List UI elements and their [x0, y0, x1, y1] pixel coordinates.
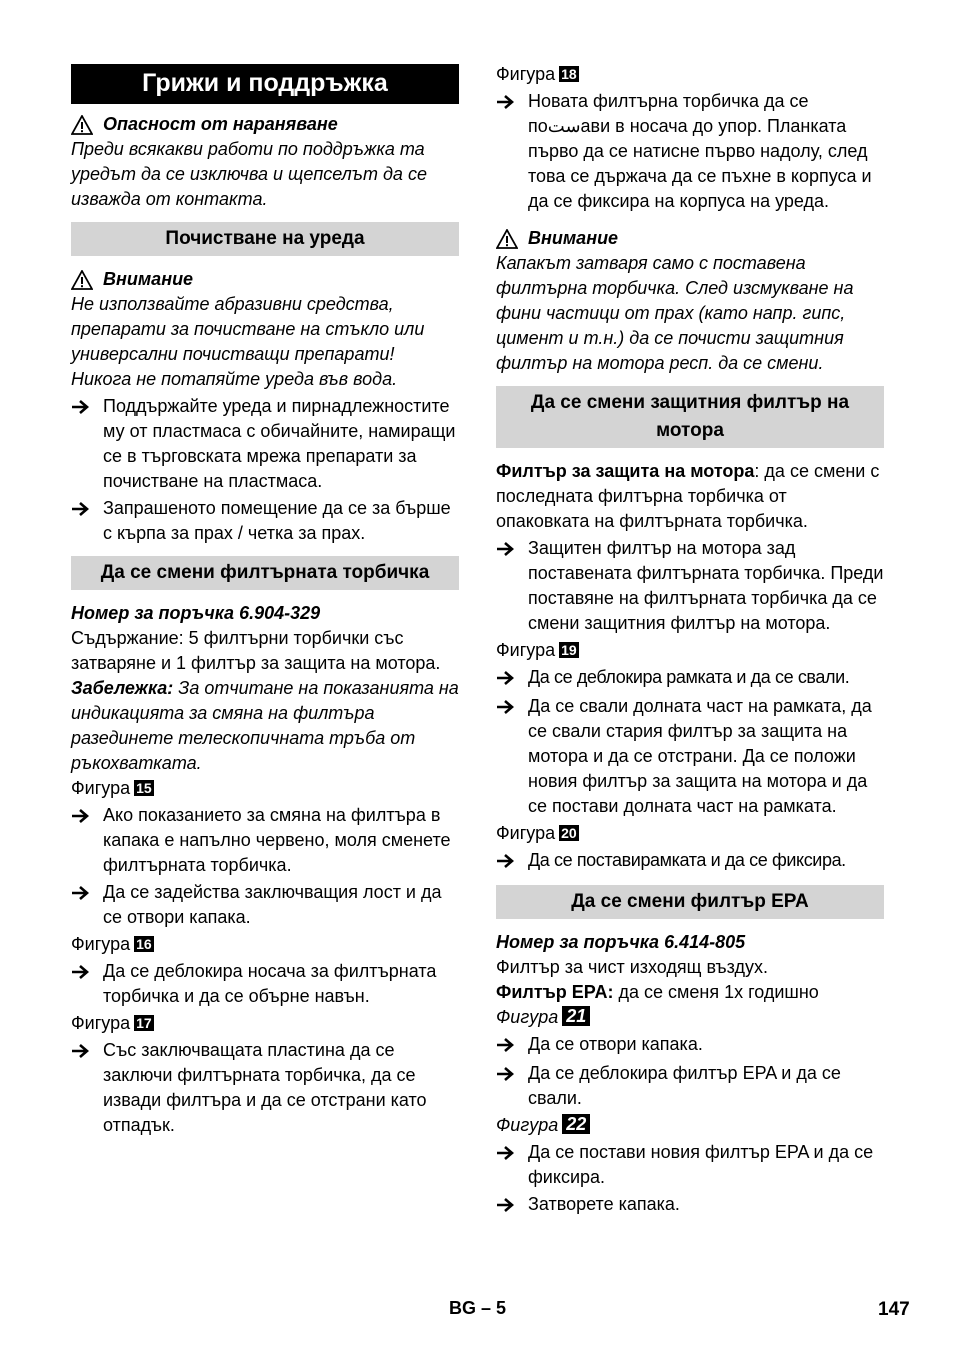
list-item — [71, 880, 459, 930]
step-text: Поддържайте уреда и пирнадлежностите му от пластмаса с обичайните, намиращи се в търговската мрежа препарати за почистване на пластмаса. — [103, 396, 456, 491]
list-item — [496, 694, 884, 819]
figure-label: Фигура — [496, 64, 556, 84]
epa-interval — [496, 980, 884, 1005]
caution-heading — [71, 267, 459, 292]
arrow-icon — [71, 880, 103, 930]
figure-ref — [496, 1113, 884, 1138]
list-item — [496, 536, 884, 636]
figure-label: Фигура — [71, 1013, 131, 1033]
list-item — [71, 394, 459, 494]
figure-label: Фигура — [496, 1007, 559, 1027]
list-item — [496, 1061, 884, 1111]
arrow-icon — [496, 848, 528, 875]
figure-label: Фигура — [71, 778, 131, 798]
motor-filter-label: Филтър за защита на мотора — [496, 461, 755, 481]
page-number: 147 — [878, 1299, 910, 1320]
bag-contents: Съдържание: 5 филтърни торбички със затваряне и 1 филтър за защита на мотора. — [71, 628, 441, 673]
list-item — [496, 1192, 884, 1219]
section-bag: Да се смени филтърната торбичка — [71, 556, 459, 590]
list-item — [496, 848, 884, 875]
figure-label: Фигура — [496, 640, 556, 660]
figure-number: 21 — [562, 1006, 590, 1026]
list-item — [71, 496, 459, 546]
warning-icon — [496, 229, 518, 249]
arrow-icon — [71, 803, 103, 878]
step-text: Затворете капака. — [528, 1194, 680, 1214]
figure-label: Фигура — [496, 1115, 559, 1135]
section-epa-filter: Да се смени филтър EPA — [496, 885, 884, 919]
arrow-icon — [496, 89, 528, 214]
arrow-icon — [496, 1061, 528, 1111]
figure-label: Фигура — [496, 823, 556, 843]
motor-filter-text: : да се смени с последната филтърна торбичка от опаковката на филтърната торбичка. — [496, 461, 880, 531]
arrow-icon — [496, 1032, 528, 1059]
footer-section-label: BG – 5 — [449, 1298, 507, 1318]
list-item — [496, 1032, 884, 1059]
list-item — [71, 803, 459, 878]
arrow-icon — [496, 665, 528, 692]
step-text: Да се поставирамката и да се фиксира. — [528, 850, 846, 870]
epa-order-number: Номер за поръчка 6.414-805 — [496, 932, 746, 952]
danger-text: Преди всякакви работи по поддръжка та уредът да се изключва и щепселът да се изважда от контакта. — [71, 139, 427, 209]
note-text: За отчитане на показанията на индикацията за смяна на филтъра разединете телескопичната тръба от ръкохватката. — [71, 678, 459, 773]
step-text: Да се постави новия филтър EPA и да се фиксира. — [528, 1142, 874, 1187]
figure-ref — [496, 821, 884, 846]
right-column — [496, 62, 884, 1221]
arrow-icon — [496, 536, 528, 636]
figure-ref — [71, 932, 459, 957]
arrow-icon — [71, 394, 103, 494]
arrow-icon — [71, 1038, 103, 1138]
figure-number: 15 — [136, 780, 152, 796]
epa-text: да се сменя 1x годишно — [613, 982, 819, 1002]
left-column — [71, 62, 459, 1140]
section-motor-filter: Да се смени защитния филтър на мотора — [496, 386, 884, 448]
motor-filter-desc — [496, 459, 884, 534]
arrow-icon — [496, 694, 528, 819]
note-label: Забележка: — [71, 678, 174, 698]
figure-ref — [71, 1011, 459, 1036]
arrow-icon — [496, 1140, 528, 1190]
list-item — [496, 665, 884, 692]
step-text: Ако показанието за смяна на филтъра в капака е напълно червено, моля сменете филтърната торбичка. — [103, 805, 451, 875]
bag-order-number: Номер за поръчка 6.904-329 — [71, 603, 321, 623]
caution-heading — [496, 226, 884, 251]
arrow-icon — [496, 1192, 528, 1219]
page-title: Грижи и поддръжка — [71, 64, 459, 104]
step-text: Да се деблокира рамката и да се свали. — [528, 667, 850, 687]
figure-ref — [496, 638, 884, 663]
figure-ref — [71, 776, 459, 801]
note — [71, 676, 459, 776]
danger-heading — [71, 112, 459, 137]
step-text: Новата филтърна торбичка да се поستави в носача до упор. Планката първо да се натисне първо надолу, след това се държача да се пъхне в корпуса и да се фиксира на корпуса на уреда. — [528, 91, 872, 211]
arrow-icon — [71, 496, 103, 546]
section-cleaning: Почистване на уреда — [71, 222, 459, 256]
arrow-icon — [71, 959, 103, 1009]
step-text: Да се деблокира носача за филтърната торбичка и да се обърне навън. — [103, 961, 437, 1006]
figure-ref — [496, 1005, 884, 1030]
step-text: Запрашеното помещение да се за бърше с кърпа за прах / четка за прах. — [103, 498, 451, 543]
danger-heading-text: Опасност от нараняване — [103, 114, 338, 134]
figure-ref — [496, 62, 884, 87]
warning-icon — [71, 115, 93, 135]
figure-number: 17 — [136, 1015, 152, 1031]
caution-heading-text: Внимание — [103, 269, 194, 289]
step-text: Защитен филтър на мотора зад поставената филтърната торбичка. Преди поставяне на филтърната торбичка да се смени защитния филтър на мотора. — [528, 538, 884, 633]
figure-label: Фигура — [71, 934, 131, 954]
list-item — [71, 959, 459, 1009]
caution-text: Капакът затваря само с поставена филтърна торбичка. След изсмукване на фини частици от прах (като напр. гипс, цимент и т.н.) да се почисти защитния филтър на мотора респ. да се смени. — [496, 253, 854, 373]
step-text: Да се задейства заключващия лост и да се отвори капака. — [103, 882, 442, 927]
step-text: Да се отвори капака. — [528, 1034, 703, 1054]
warning-icon — [71, 270, 93, 290]
figure-number: 16 — [136, 936, 152, 952]
step-text: Със заключващата пластина да се заключи филтърната торбичка, да се извади филтъра и да се отстрани като отпадък. — [103, 1040, 427, 1135]
epa-desc: Филтър за чист изходящ въздух. — [496, 957, 769, 977]
figure-number: 22 — [562, 1114, 590, 1134]
step-text: Да се деблокира филтър EPA и да се свали. — [528, 1063, 841, 1108]
figure-number: 20 — [561, 825, 577, 841]
figure-number: 19 — [561, 642, 577, 658]
figure-number: 18 — [561, 66, 577, 82]
step-text: Да се свали долната част на рамката, да се свали стария филтър за защита на мотора и да се отстрани. Да се положи новия филтър за защита на мотора и да се постави долната част на рамката. — [528, 696, 872, 816]
list-item — [71, 1038, 459, 1138]
epa-label: Филтър EPA: — [496, 982, 614, 1002]
list-item — [496, 1140, 884, 1190]
caution-text: Не използвайте абразивни средства, препарати за почистване на стъкло или универсални почистващи препарати! Никога не потапяйте уреда във вода. — [71, 294, 425, 389]
caution-heading-text: Внимание — [528, 228, 619, 248]
list-item — [496, 89, 884, 214]
